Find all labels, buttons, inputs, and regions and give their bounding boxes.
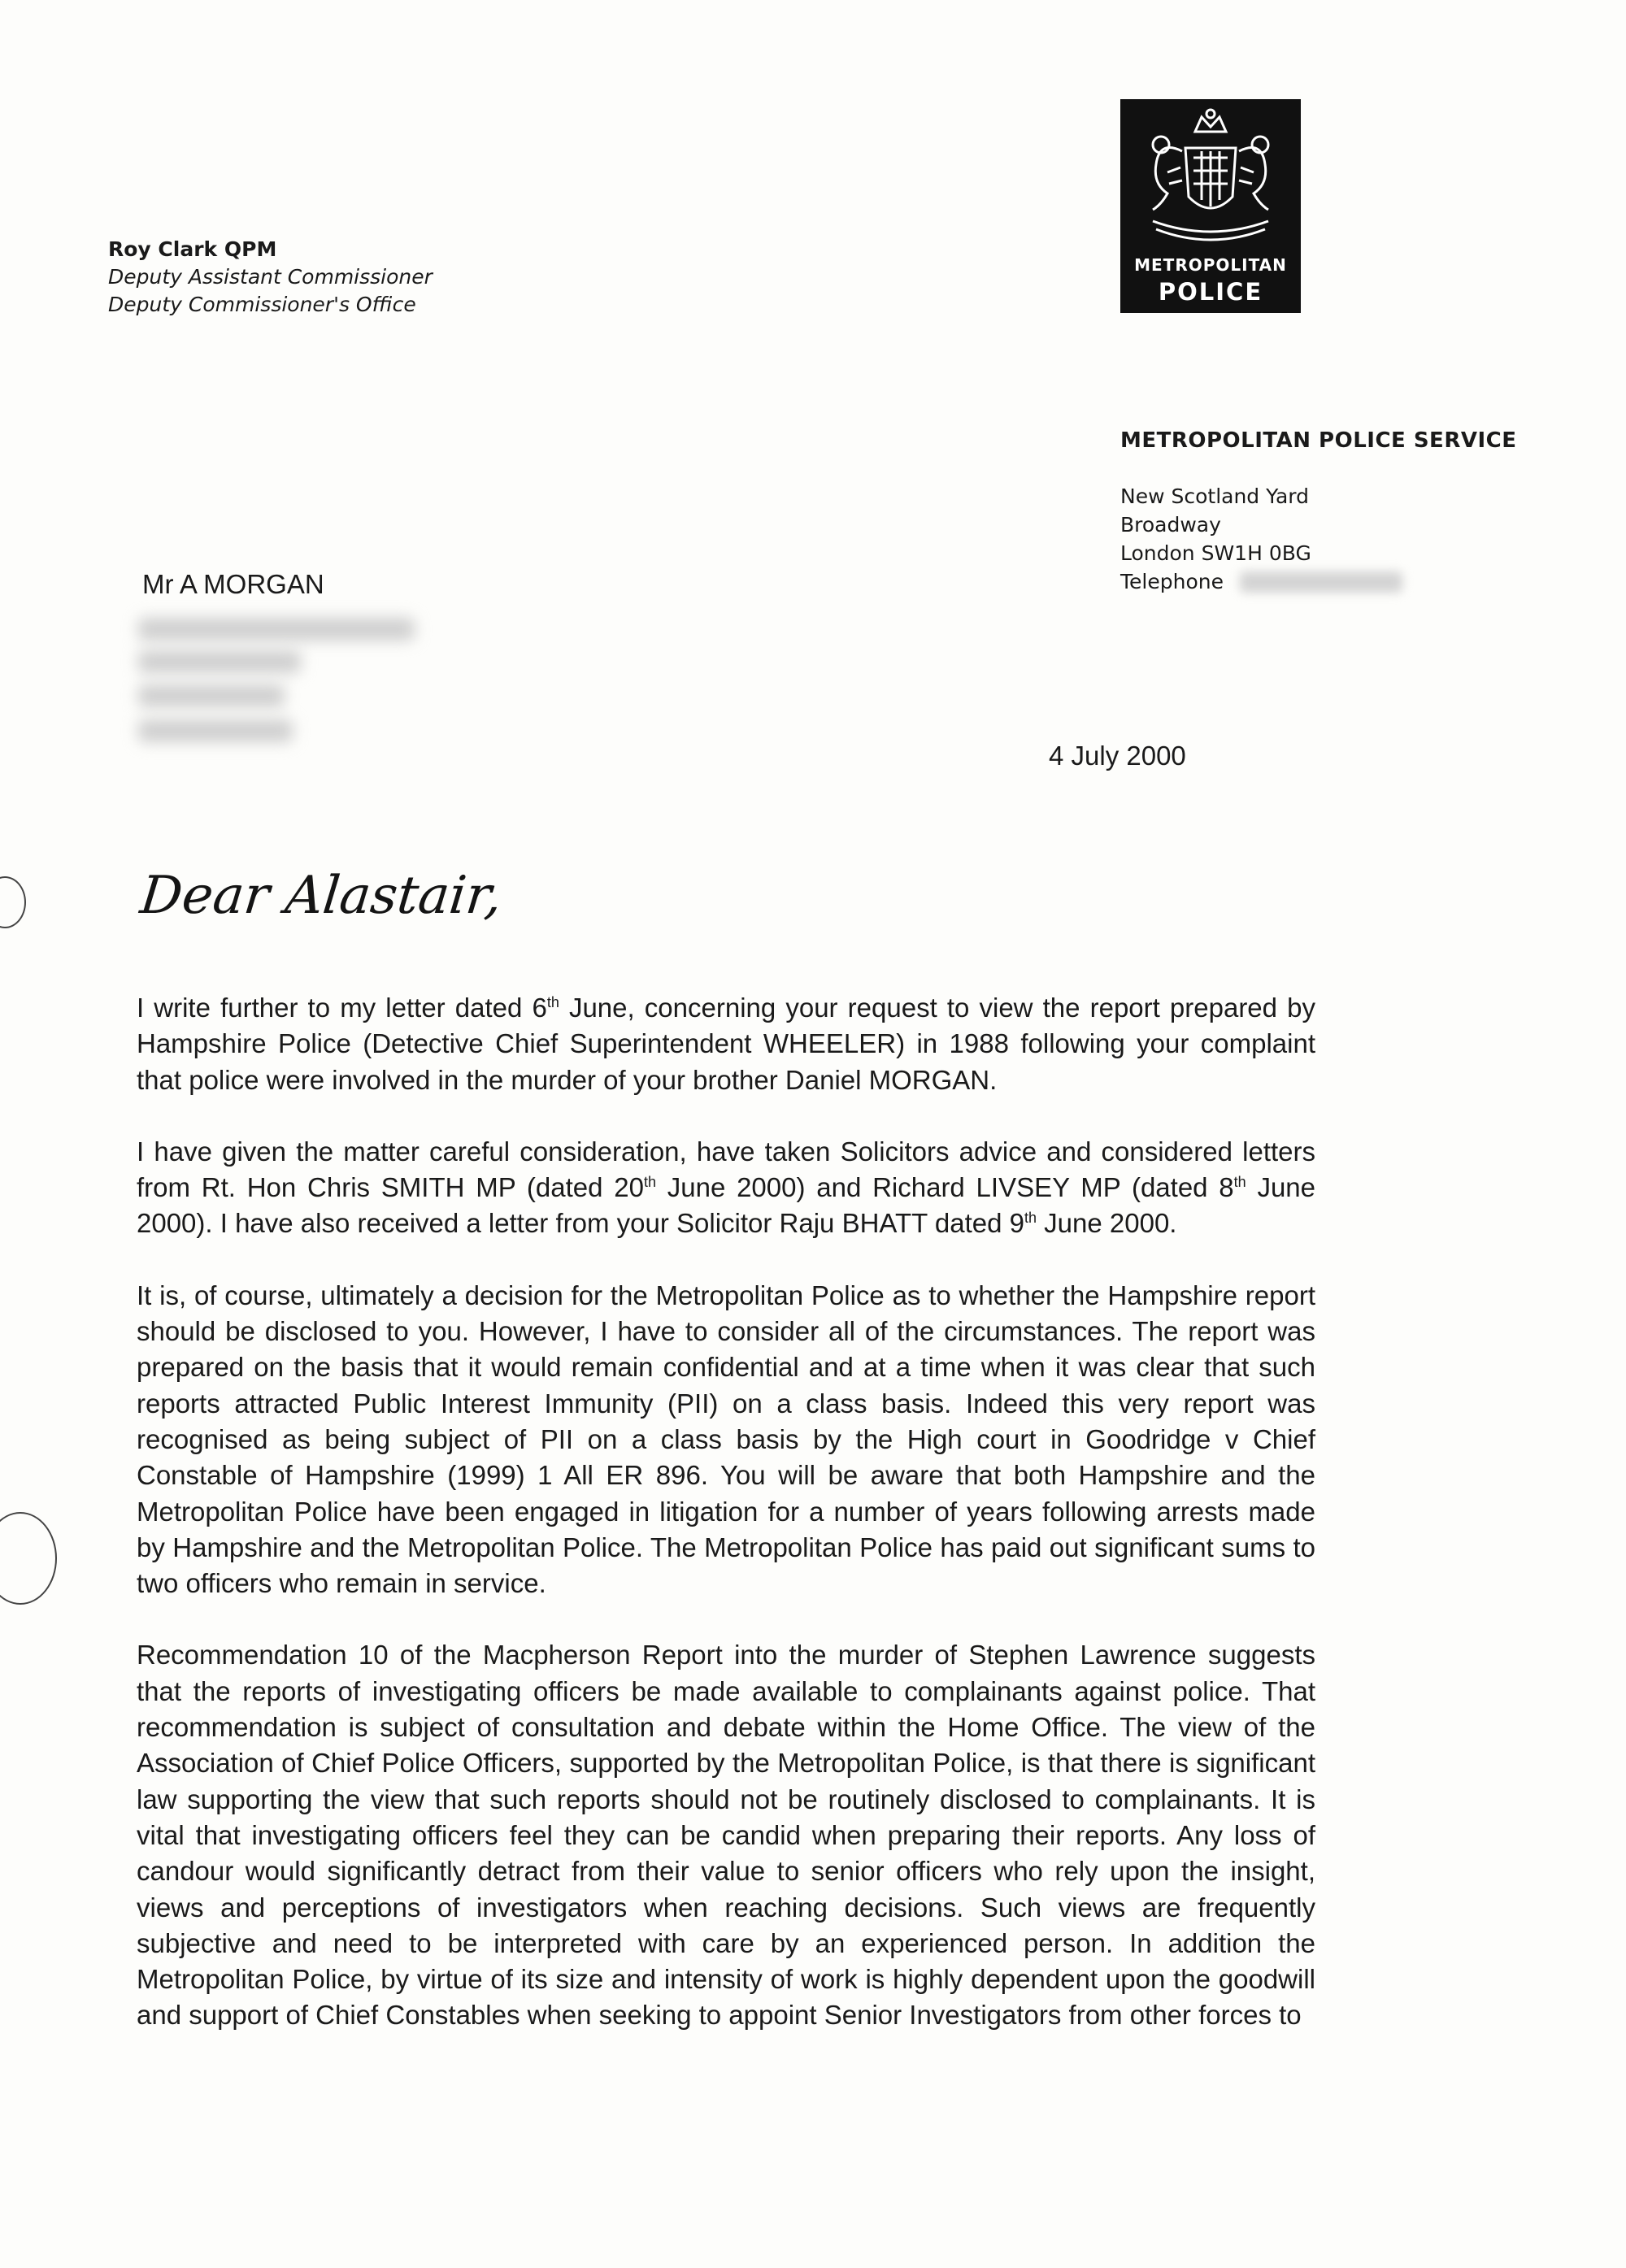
letter-date: 4 July 2000 [1049,741,1186,771]
redacted-address-line [138,618,415,641]
address-line: Broadway [1120,513,1221,537]
metropolitan-police-logo [1120,99,1301,313]
punch-hole-mark [0,876,26,928]
redacted-address-line [138,684,285,707]
organisation-address [1120,482,1402,596]
text-run: June 2000. [1036,1208,1177,1239]
telephone-label: Telephone [1120,570,1224,593]
sender-office: Deputy Commissioner's Office [108,293,416,316]
redacted-address-line [138,650,301,673]
body-paragraph-4: Recommendation 10 of the Macpherson Report into the murder of Stephen Lawrence suggests that the reports of investigating officers be made available to complainants against police. That recommendation is subject of consultation and debate within the Home Office. The view of the Association of Chief Police Officers, supported by the Metropolitan Police, is that there is significant law supporting the view that such reports should not be routinely disclosed to complainants. It is vital that investigating officers feel they can be candid when preparing their reports. Any loss of candour would significantly detract from their value to senior officers who rely upon the insight, views and perceptions of investigators when reaching decisions. Such views are frequently subjective and need to be interpreted with care by an experienced person. In addition the Metropolitan Police, by virtue of its size and intensity of work is highly dependent upon the goodwill and support of Chief Constables when seeking to appoint Senior Investigators from other forces to [137,1640,1315,2031]
sender-block [108,236,433,319]
text-run: I write further to my letter dated 6 [137,993,547,1023]
handwritten-salutation: Dear Alastair, [137,866,506,926]
superscript: th [546,994,559,1010]
telephone-row [1120,567,1402,596]
royal-crest-icon [1120,99,1301,254]
text-run: I have given the matter careful consideration, have taken Solicitors advice and considered letters from Rt. Hon Chris SMITH MP (dated 20 [137,1136,1315,1203]
recipient-name: Mr A MORGAN [142,569,324,599]
sender-name: Roy Clark QPM [108,237,277,261]
organisation-name: METROPOLITAN POLICE SERVICE [1120,428,1517,453]
text-run: June, concerning your request to view the report prepared by Hampshire Police (Detective Chief Superintendent WHEELER) in 1988 following your complaint that police were involved in the murder of your brother Daniel MORGAN. [137,993,1315,1095]
text-run: June 2000). I have also received a letter from your Solicitor Raju BHATT dated 9 [137,1172,1316,1239]
letter-body [137,990,1315,2070]
redacted-telephone [1240,571,1402,593]
logo-line-1: METROPOLITAN [1134,255,1287,275]
redacted-address-line [138,719,293,742]
sender-title: Deputy Assistant Commissioner [108,265,433,289]
superscript: th [643,1174,656,1191]
superscript: th [1233,1174,1246,1191]
body-paragraph-1 [137,990,1315,1098]
address-line: London SW1H 0BG [1120,541,1311,565]
superscript: th [1024,1210,1037,1227]
address-line: New Scotland Yard [1120,484,1309,508]
body-paragraph-3: It is, of course, ultimately a decision for the Metropolitan Police as to whether the Hampshire report should be disclosed to you. However, I have to consider all of the circumstances. The report was prepared on the basis that it would remain confidential and at a time when it was clear that such reports attracted Public Interest Immunity (PII) on a class basis. Indeed this very report was recognised as being subject of PII on a class basis by the High court in Goodridge v Chief Constable of Hampshire (1999) 1 All ER 896. You will be aware that both Hampshire and the Metropolitan Police have been engaged in litigation for a number of years following arrests made by Hampshire and the Metropolitan Police. The Metropolitan Police has paid out significant sums to two officers who remain in service. [137,1280,1315,1599]
body-paragraph-2 [137,1134,1315,1242]
punch-hole-mark [0,1512,57,1605]
text-run: June 2000) and Richard LIVSEY MP (dated 8 [655,1172,1234,1203]
logo-line-2: POLICE [1158,278,1263,306]
